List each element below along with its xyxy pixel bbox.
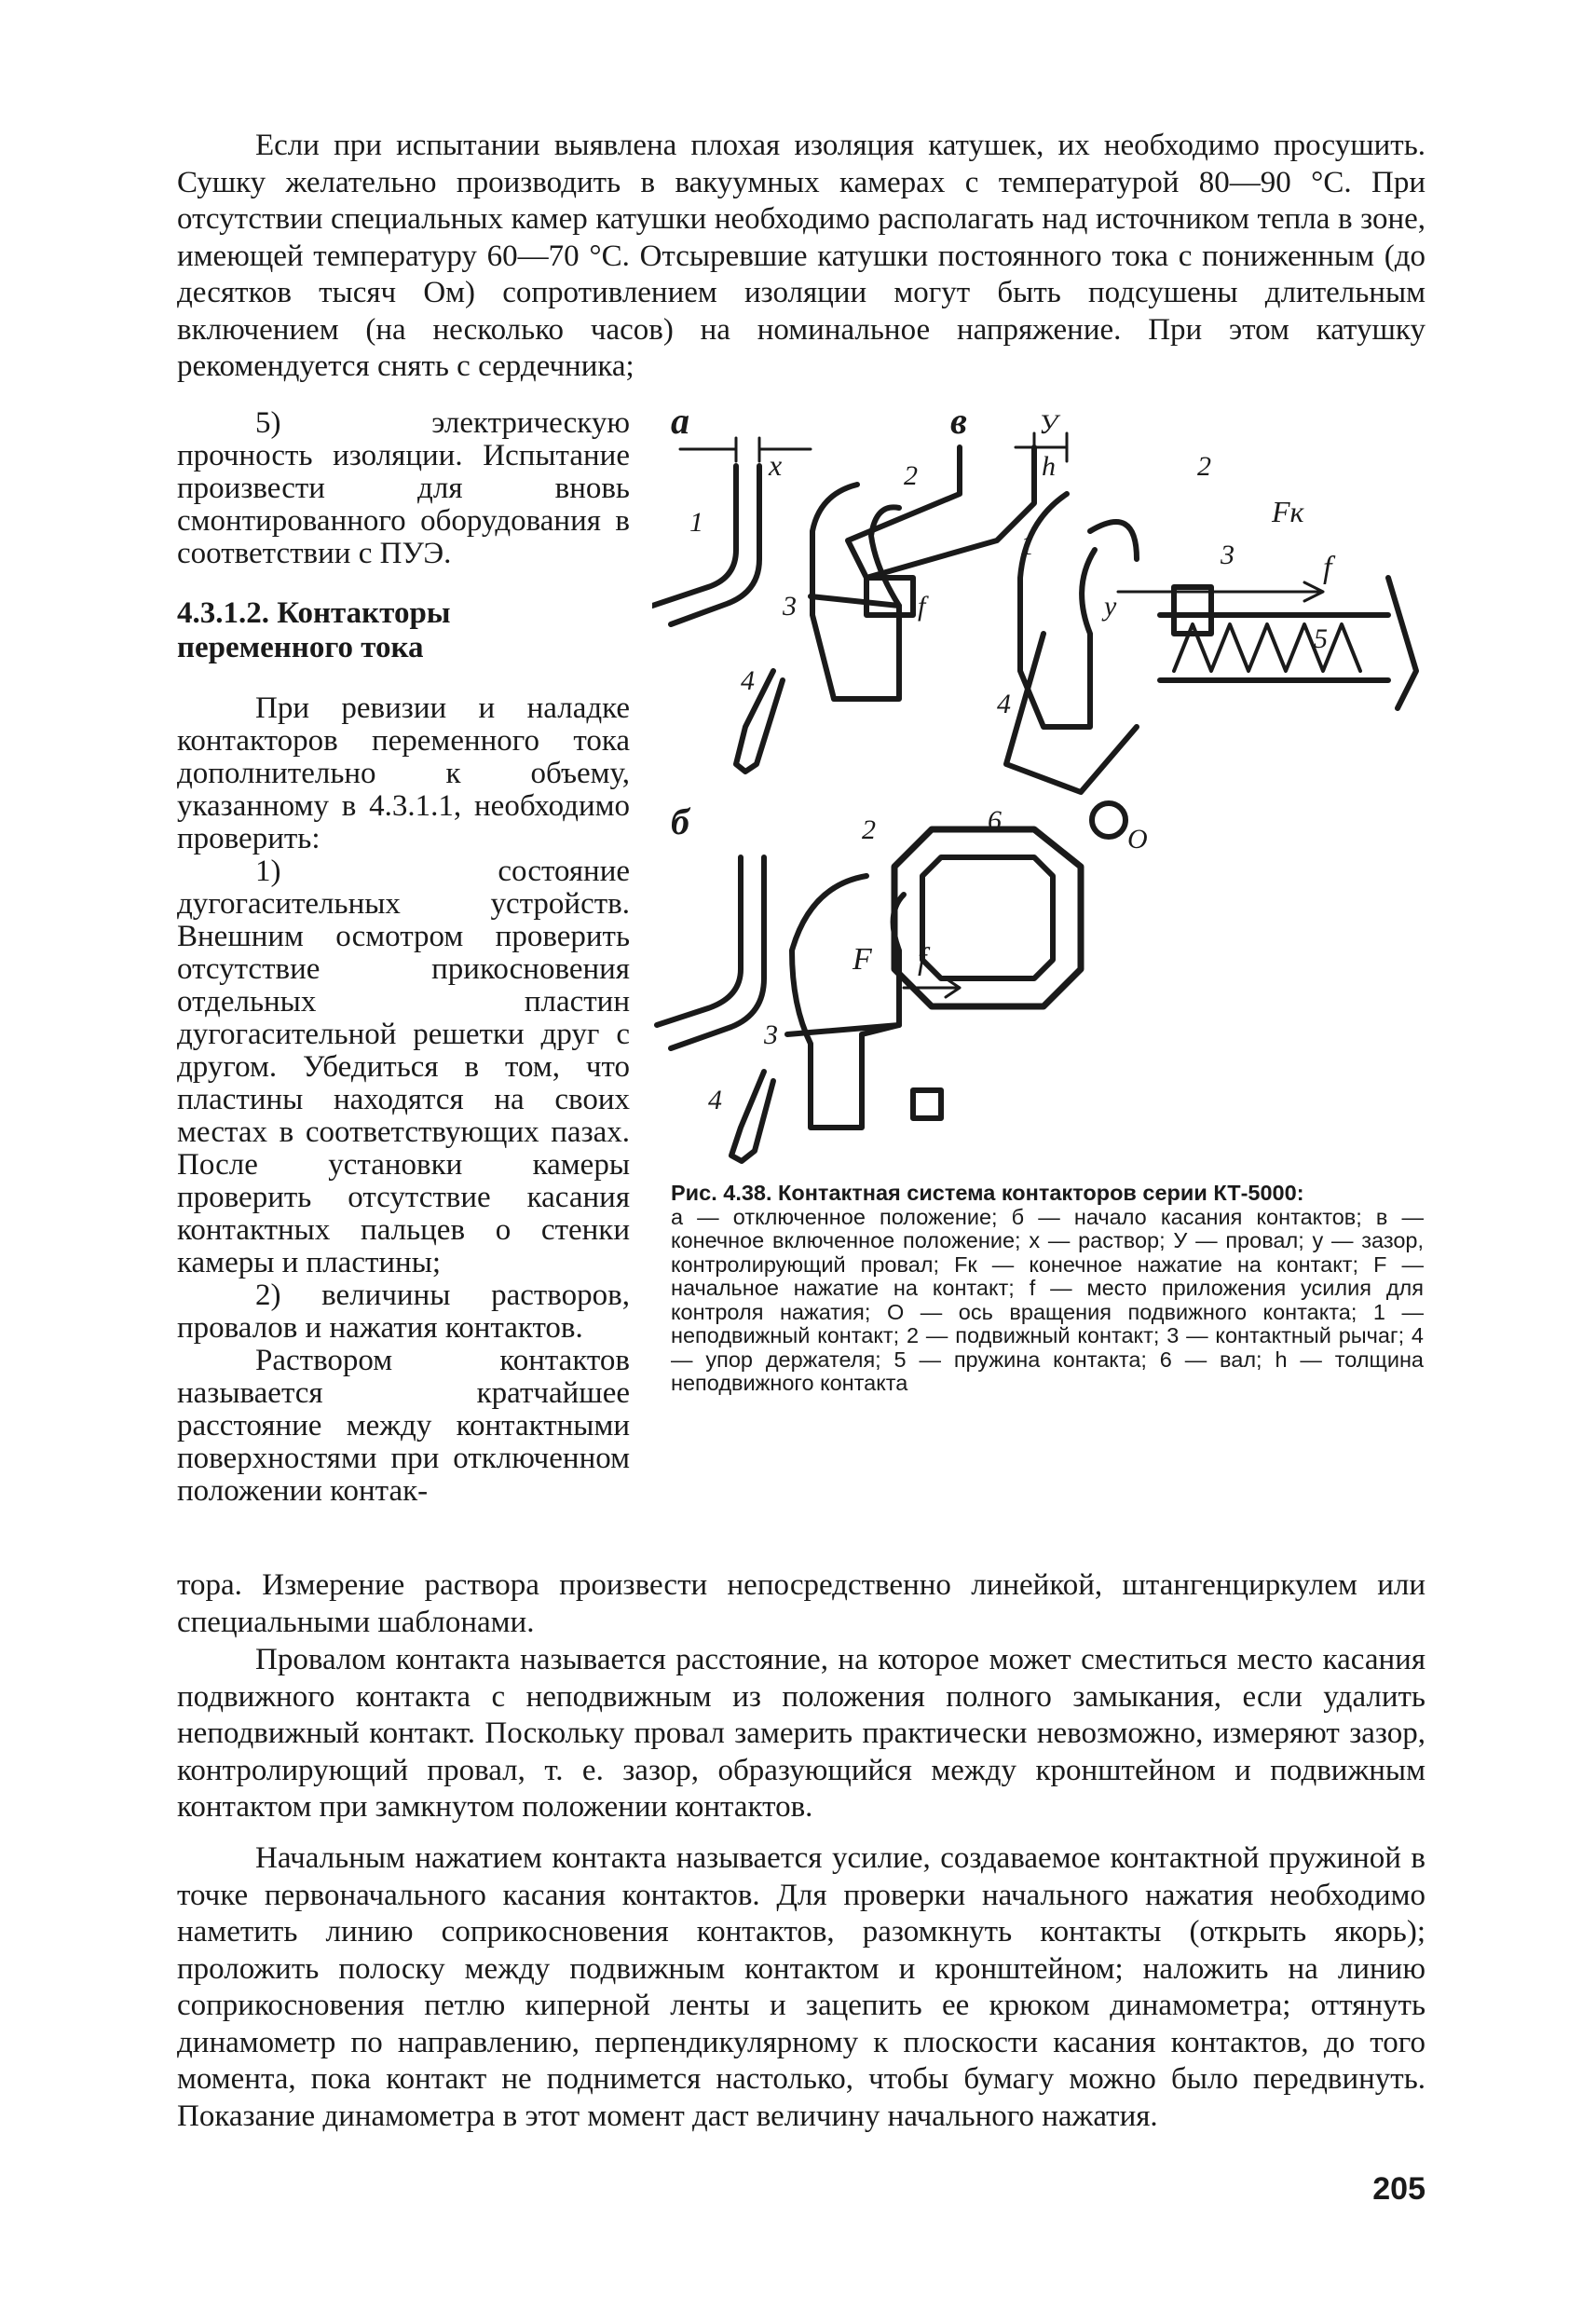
- column-item-1: 1) состояние дугогасительных устройств. Внешним осмотром проверить отсутствие прикосновения отдельных пластин дугогасительной решетки друг с другом. Убедиться в том, что пластины находятся на своих местах в соответствующих пазах. После установки камеры проверить отсутствие касания контактных пальцев о стенки камеры и пластины;: [177, 855, 630, 1279]
- caption-title: Рис. 4.38. Контактная система контакторов серии КТ-5000:: [671, 1181, 1304, 1205]
- label-f-v: f: [1323, 551, 1332, 585]
- paragraph-continuation: тора. Измерение раствора произвести непосредственно линейкой, штангенциркулем или специальными шаблонами.: [177, 1568, 1425, 1639]
- moving-contact-v: [1020, 494, 1095, 727]
- column-item-2: 2) величины растворов, провалов и нажатия контактов.: [177, 1279, 630, 1345]
- label-f-a: f: [918, 591, 926, 622]
- contact-system-drawing: [652, 391, 1435, 1188]
- num-5-v: 5: [1314, 623, 1328, 654]
- num-1-v: 1: [1020, 530, 1034, 561]
- num-4-a: 4: [741, 665, 755, 696]
- num-2-a: 2: [904, 460, 918, 491]
- num-6-v: 6: [988, 805, 1002, 836]
- fixed-contact-b: [657, 857, 741, 1025]
- panel-b-label: б: [671, 800, 689, 842]
- num-2-v: 2: [1197, 451, 1211, 482]
- caption-text: а — отключенное положение; б — начало касания контактов; в — конечное включенное положение; х — раствор; У — провал; у — зазор, контролирующий провал; Fк — конечное нажатие на контакт; F — начальное нажатие на контакт; f — место приложения усилия для контроля нажатия; О — ось вращения подвижного контакта; 1 — неподвижный контакт; 2 — подвижный контакт; 3 — контактный рычаг; 4 — упор держателя; 5 — пружина контакта; 6 — вал; h — толщина неподвижного контакта: [671, 1204, 1424, 1395]
- left-column-top: [177, 407, 630, 570]
- label-O: О: [1127, 824, 1148, 855]
- label-h: h: [1042, 451, 1056, 482]
- num-3-v: 3: [1221, 540, 1235, 570]
- paragraph-nazhatie: Начальным нажатием контакта называется усилие, создаваемое контактной пружиной в точке первоначального касания контактов. Для проверки начального нажатия необходимо наметить линию соприкосновения контактов, разомкнуть контакты (открыть якорь); проложить полоску между подвижным контактом и кронштейном; наложить на линию соприкосновения петлю киперной ленты и зацепить ее крюком динамометра; оттянуть динамометр по направлению, перпендикулярному к плоскости касания контактов, до того момента, пока контакт не поднимется настолько, чтобы бумагу можно было передвинуть. Показание динамометра в этот момент даст величину начального нажатия.: [177, 1841, 1425, 2133]
- intro-paragraph: Если при испытании выявлена плохая изоляция катушек, их необходимо просушить. Сушку желательно производить в вакуумных камерах с температурой 80—90 °С. При отсутствии специальных камер катушки необходимо располагать над источником тепла в зоне, имеющей температуру 60—70 °С. Отсыревшие катушки постоянного тока с пониженным (до десятков тысяч Ом) сопротивлением изоляции могут быть подсушены длительным включением (на несколько часов) на номинальное напряжение. При этом катушку рекомендуется снять с сердечника;: [177, 129, 1425, 383]
- column-paragraph-1: При ревизии и наладке контакторов переменного тока дополнительно к объему, указанному в 4.3.1.1, необходимо проверить:: [177, 691, 630, 855]
- label-y: у: [1104, 591, 1117, 622]
- label-Y: У: [1039, 409, 1058, 440]
- panel-a-label: а: [671, 400, 689, 442]
- label-f-b: f: [918, 942, 927, 977]
- paragraph-proval: Провалом контакта называется расстояние, на которое может сместиться место касания подвижного контакта с неподвижным из положения полного замыкания, если удалить неподвижный контакт. Поскольку провал замерить практически невозможно, измеряют зазор, контролирующий провал, т. е. зазор, образующийся между кронштейном и подвижным контактом при замкнутом положении контактов.: [177, 1643, 1425, 1824]
- panel-v-label: в: [950, 400, 967, 442]
- moving-contact-a: [812, 485, 899, 699]
- figure-4-38: [652, 391, 1435, 1188]
- num-2-b: 2: [862, 814, 876, 845]
- num-3-b: 3: [764, 1019, 778, 1050]
- figure-caption: [671, 1182, 1424, 1396]
- item-5-paragraph: 5) электрическую прочность изоляции. Испытание произвести для вновь смонтированного оборудования в соответствии с ПУЭ.: [177, 406, 630, 570]
- section-heading: 4.3.1.2. Контакторы переменного тока: [177, 596, 451, 664]
- num-1-a: 1: [689, 507, 703, 538]
- num-3-a: 3: [783, 591, 797, 622]
- num-4-b: 4: [708, 1085, 722, 1115]
- label-F: F: [853, 942, 872, 977]
- num-4-v: 4: [997, 689, 1011, 719]
- label-x: x: [769, 448, 783, 482]
- column-paragraph-2: Раствором контактов называется кратчайшее расстояние между контактными поверхностями при отключенном положении контак-: [177, 1344, 630, 1508]
- moving-contact-b: [792, 876, 904, 1128]
- label-Fk: Fк: [1272, 495, 1304, 528]
- left-column-body: [177, 692, 630, 1508]
- page-number: 205: [1372, 2171, 1425, 2207]
